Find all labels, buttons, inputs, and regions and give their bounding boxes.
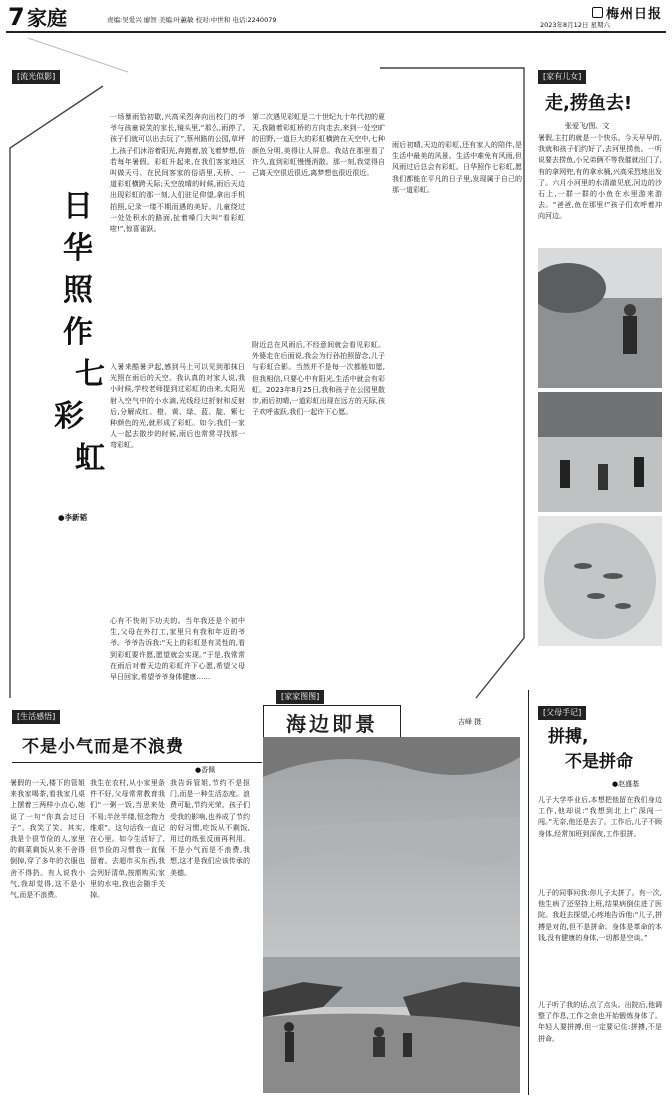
article-column: 儿子听了我的话,点了点头。出院后,他调整了作息,工作之余也开始锻炼身体了。年轻人要拼搏,但一定要记住:拼搏,不是拼命。 — [538, 1001, 662, 1043]
article-column: 一场暴雨恰初歇,兴高采烈奔向出校门的爷爷与孩童说笑的家长,镜头里,“那么,雨停了,孩子们就可以出去玩了”,蔡州路的公园,草坪上,孩子们沐浴着阳光,奔跑着,放飞着梦想,仿若每年暑假。彩虹升起来,在我们客家地区叫做天弓、在民间客家的俗语里,天桥、一道彩虹横跨天际;天空放晴的时候,雨后天边出现彩虹的那一刻,人们驻足仰望,拿出手机拍照,记录一缕不期而遇的美好。儿童绕过一处处积水的路面,扯着嗓门大叫“看彩虹啦!”,惊喜雀跃。 — [110, 113, 245, 234]
section-tag: [家有儿女] — [538, 70, 586, 84]
section-tag: [家家图图] — [276, 690, 324, 704]
article-column: 暑假的一天,楼下的管姐来我家喝茶,看我家几桌上摆着三两样小点心,她说了一句“你真会过日子”。我笑了笑。其实,我是个很节俭的人,家里的剩菜剩饭从来不舍得倒掉,穿了多年的衣服也舍不得扔。有人说我小气,我却觉得,这不是小气,而是不浪费。 — [10, 779, 85, 900]
author-byline: 张爱飞/图、文 — [565, 122, 610, 130]
article-title: 走,捞鱼去! — [545, 93, 633, 114]
article-column: 心有不快则下功夫的。当年我还是个初中生,父母在外打工,家里只有我和年迈的爷爷。爷爷告诉我:“天上的彩虹是有灵性的,看到彩虹要许愿,愿望就会实现。”于是,我常常在雨后对着天边的彩虹许下心愿,希望父母早日回家,希望爷爷身体健康…… — [110, 617, 245, 682]
photo-fish-basin — [538, 516, 662, 646]
article-column: 附近总在风雨后,不经意间就会看见彩虹。外婆走在后面说,我会为行孙拍照留念,儿子与彩虹合影。当然并不是每一次都能如愿,但我相信,只要心中有阳光,生活中就会有彩虹。2023年8月25日,我和孩子在公园里散步,雨后初晴,一道彩虹出现在远方的天际,孩子欢呼雀跃,我们一起许下心愿。 — [252, 341, 385, 417]
section-tag: [父母手记] — [538, 706, 586, 720]
section-title: 家庭 — [27, 6, 67, 30]
article-column: 我告诉管姐,节约不是抠门,而是一种生活态度。浪费可耻,节约光荣。孩子们受我的影响,也养成了节约的好习惯,吃饭从不剩饭,用过的纸张反面再利用。不是小气而是不浪费,我想,这才是我们应该传承的美德。 — [170, 779, 250, 877]
headline-char: 作 — [63, 315, 93, 350]
page-number: 7 — [8, 3, 25, 31]
photo-title-box — [263, 705, 401, 739]
issue-date: 2023年8月12日 星期六 — [540, 21, 611, 29]
author-byline: ●香佩 — [195, 766, 216, 774]
title-underline — [12, 762, 262, 763]
newspaper-logo — [592, 4, 664, 20]
photo-river-children — [538, 392, 662, 512]
headline-vertical — [48, 186, 108, 480]
photo-image — [538, 392, 662, 512]
header-rule — [6, 31, 666, 33]
photo-image — [263, 737, 520, 1093]
article-column: 雨后初晴,天边的彩虹,还有家人的陪伴,是生活中最美的风景。生活中难免有风雨,但风雨过后总会有彩虹。日华照作七彩虹,愿我们都能在平凡的日子里,发现属于自己的那一道彩虹。 — [392, 141, 522, 194]
headline-char: 华 — [63, 231, 93, 266]
logo-mark-icon — [592, 7, 603, 18]
headline-char: 彩 — [54, 399, 84, 434]
photo-seaside-scene — [263, 737, 520, 1093]
section-tag: [生活感悟] — [12, 710, 60, 724]
photo-credit: 吉峰 摄 — [458, 718, 482, 726]
photo-kids-fishing — [538, 248, 662, 388]
logo-text: 梅州日报 — [606, 6, 663, 22]
author-byline: ●赵盛基 — [612, 780, 640, 788]
article-column: 儿子的同事问我:你儿子太拼了。有一次,他生病了还坚持上班,结果病倒住进了医院。我赶去探望,心疼地告诉他:“儿子,拼搏是对的,但不是拼命。身体是革命的本钱,没有健康的身体,一切都是空谈。” — [538, 889, 662, 942]
article-column: 我生在农村,从小家里条件不好,父母常常教育我们“一粥一饭,当思来处不易;半丝半缕,恒念物力维艰”。这句话我一直记在心里。如今生活好了,但节俭的习惯我一直保留着。去超市买东西,我会列好清单,按需购买;家里的水电,我也会随手关掉。 — [90, 779, 165, 900]
article-title-line: 不是拼命 — [565, 752, 633, 772]
photo-image — [538, 516, 662, 646]
column-divider — [528, 690, 529, 1095]
article-column: 暑假,主打的就是一个快乐。今天早早的,我就和孩子们约好了,去河里捞鱼。一听说要去捞鱼,小兄弟俩不等我催就出门了,有的拿网兜,有的拿水桶,兴高采烈地出发了。六月小河里的水清澈见底,河边的沙石上,一群一群的小鱼在水里游来游去。“爸爸,鱼在那里!”孩子们欢呼着冲向河边。 — [538, 134, 662, 221]
headline-char: 虹 — [75, 441, 105, 476]
headline-char: 七 — [75, 357, 105, 392]
article-column: 儿子大学毕业后,本想把他留在我们身边工作,他却说:“我想到北上广深闯一闯。”无奈,他还是去了。工作后,儿子不顾身体,经常加班到深夜,工作很拼。 — [538, 796, 662, 838]
article-title-line: 拼搏, — [548, 727, 589, 747]
article-title: 海边即景 — [286, 711, 378, 736]
section-tag: [流光似影] — [12, 70, 60, 84]
article-title: 不是小气而是不浪费 — [22, 737, 184, 757]
article-column: 第二次遇见彩虹是二十世纪九十年代初的夏天,我随着彩虹桥的方向走去,来到一处空旷的田野,一道巨大的彩虹横跨在天空中,七种颜色分明,美得让人屏息。我站在那里看了许久,直到彩虹慢慢消散。那一刻,我觉得自己离天空很近很近,离梦想也很近很近。 — [252, 113, 385, 178]
staff-line: 责编:吴爱兴 廖智 美编:叶蕙敏 校对:中世和 电话:2240079 — [107, 16, 277, 24]
headline-char: 照 — [63, 273, 93, 308]
author-byline: ●李新韬 — [58, 513, 88, 522]
photo-image — [538, 248, 662, 388]
article-column: 入暑来酷暑尹起,感到马上可以见到那抹日光照在雨后的天空。我认真的对家人说,我小时候,学校老师提到过彩虹的由来,太阳光射入空气中的小水滴,光线经过折射和反射后,分解成红、橙、黄、绿、蓝、靛、紫七种颜色的光,就形成了彩虹。如今,我们一家人一起去散步的时候,雨后也常常寻找那一弯彩虹。 — [110, 363, 245, 450]
headline-char: 日 — [63, 189, 93, 224]
